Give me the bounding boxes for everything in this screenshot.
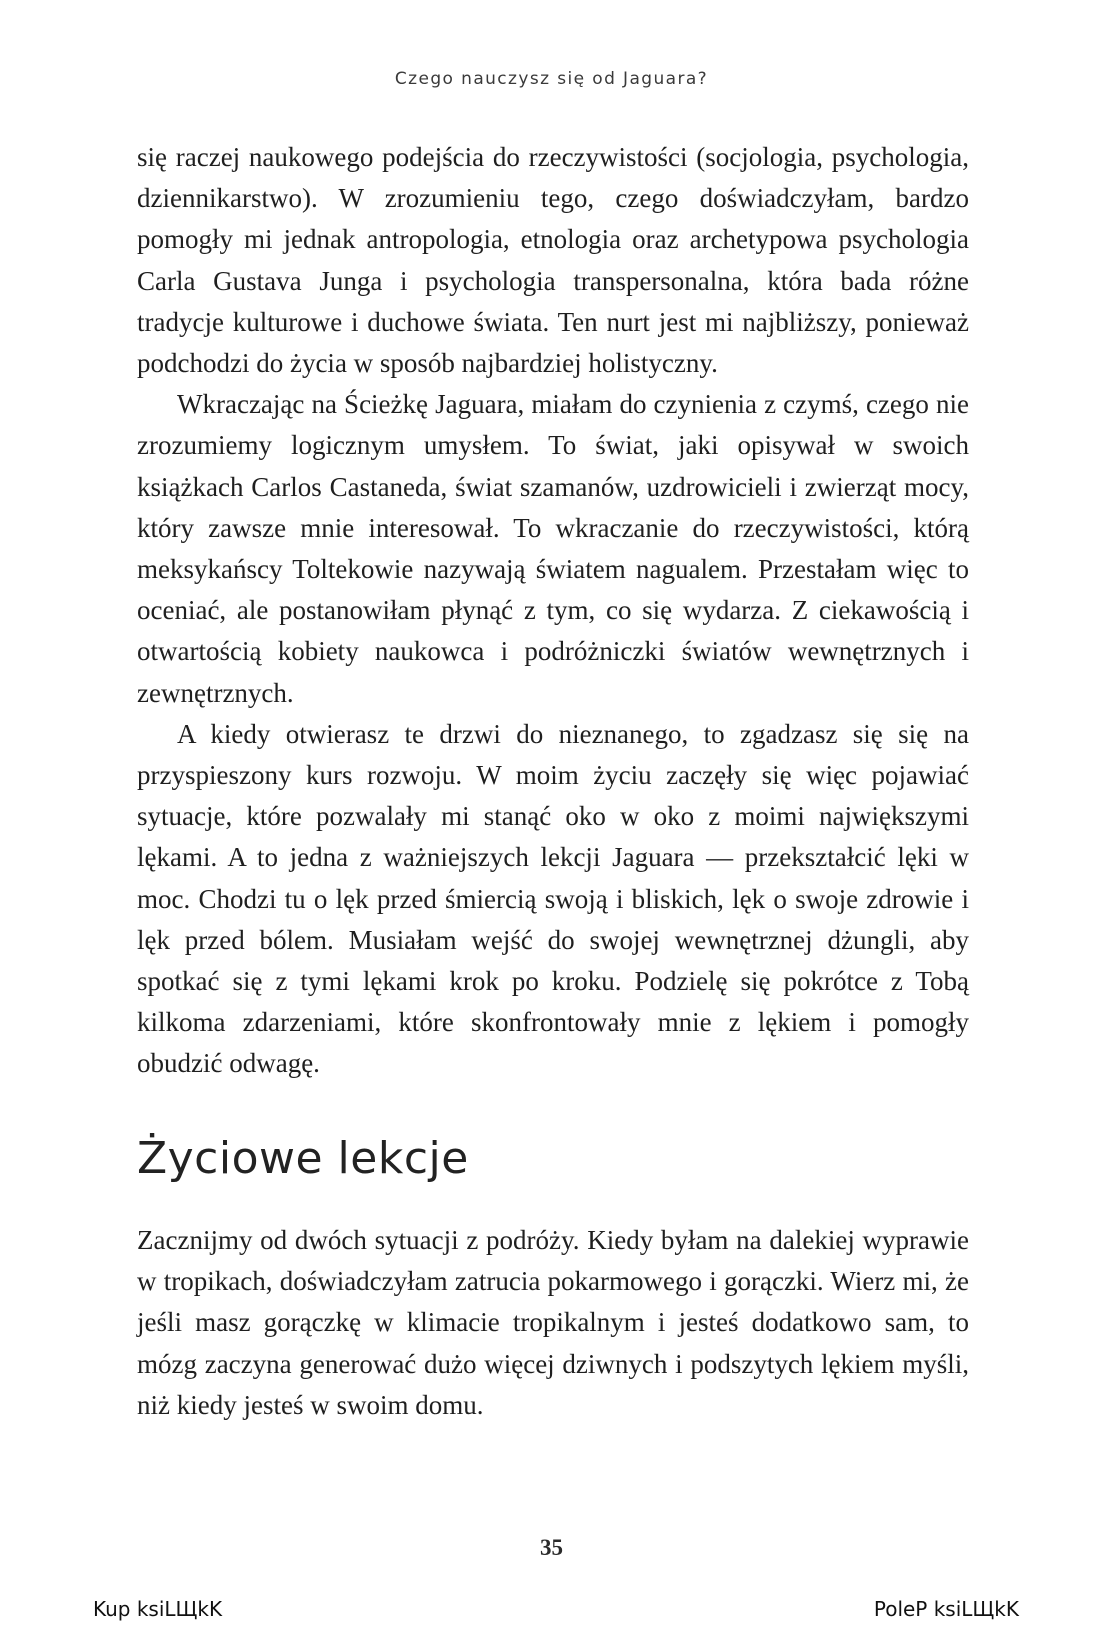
body-paragraph: A kiedy otwierasz te drzwi do nieznanego, to zgadzasz się się na przyspieszony kurs rozwoju. W moim życiu zaczęły się więc pojawiać sytuacje, które pozwalały mi stanąć oko w oko z moimi największymi lękami. A to jedna z ważniejszych lekcji Jaguara — przekształcić lęki w moc. Chodzi tu o lęk przed śmiercią swoją i bliskich, lęk o swoje zdrowie i lęk przed bólem. Musiałam wejść do swojej wewnętrznej dżungli, aby spotkać się z tymi lękami krok po kroku. Podzielę się pokrótce z Tobą kilkoma zdarzeniami, które skonfrontowały mnie z lękiem i pomogły obudzić odwagę. — [137, 718, 969, 1079]
recommend-book-link[interactable]: PoleP ksiLЩkK — [873, 1597, 1019, 1621]
running-header: Czego nauczysz się od Jaguara? — [394, 69, 709, 89]
buy-book-link[interactable]: Kup ksiLЩkK — [93, 1597, 223, 1621]
body-paragraph: Wkraczając na Ścieżkę Jaguara, miałam do czynienia z czymś, czego nie zrozumiemy logicznym umysłem. To świat, jaki opisywał w swoich książkach Carlos Castaneda, świat szamanów, uzdrowicieli i zwierząt mocy, który zawsze mnie interesował. To wkraczanie do rzeczywistości, którą meksykańscy Toltekowie nazywają światem nagualem. Przestałam więc to oceniać, ale postanowiłam płynąć z tym, co się wydarza. Z ciekawością i otwartością kobiety naukowca i podróżniczki światów wewnętrznych i zewnętrznych. — [137, 389, 969, 708]
page-number: 35 — [540, 1535, 563, 1560]
section-body — [137, 1220, 969, 1426]
section-heading: Życiowe lekcje — [137, 1133, 469, 1184]
section-paragraph: Zacznijmy od dwóch sytuacji z podróży. Kiedy byłam na dalekiej wyprawie w tropikach, doświadczyłam zatrucia pokarmowego i gorączki. Wierz mi, że jeśli masz gorączkę w klimacie tropikalnym i jesteś dodatkowo sam, to mózg zaczyna generować dużo więcej dziwnych i podszytych lękiem myśli, niż kiedy jesteś w swoim domu. — [137, 1225, 969, 1420]
body-paragraph: się raczej naukowego podejścia do rzeczywistości (socjologia, psychologia, dziennikarstwo). W zrozumieniu tego, czego doświadczyłam, bardzo pomogły mi jednak antropologia, etnologia oraz archetypowa psychologia Carla Gustava Junga i psychologia transpersonalna, która bada różne tradycje kulturowe i duchowe świata. Ten nurt jest mi najbliższy, ponieważ podchodzi do życia w sposób najbardziej holistyczny. — [137, 142, 969, 379]
page-body — [137, 137, 969, 1085]
